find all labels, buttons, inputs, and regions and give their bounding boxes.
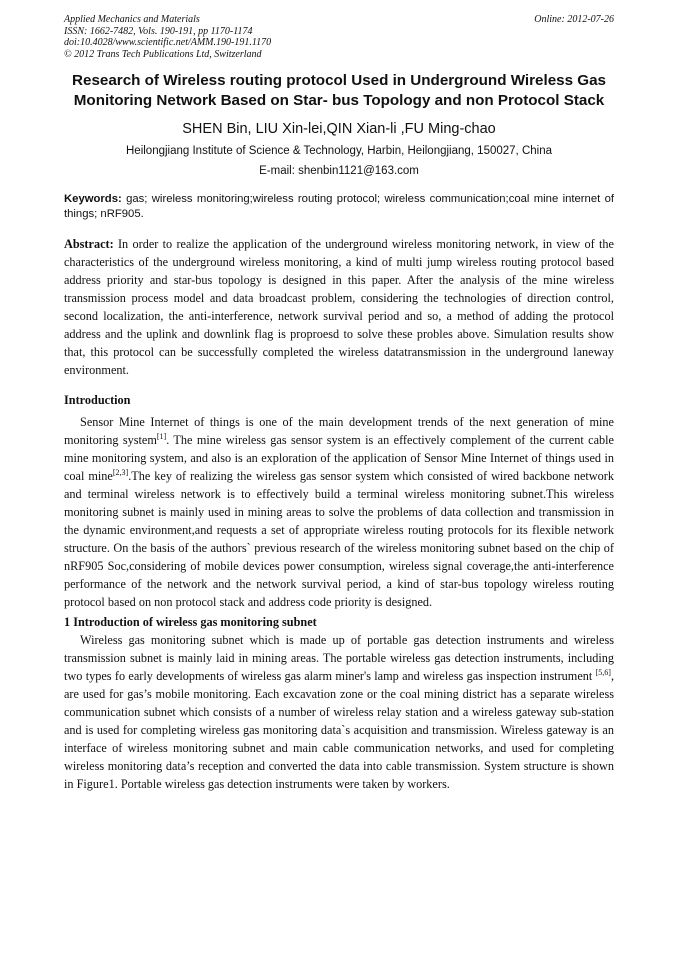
online-date: Online: 2012-07-26 <box>534 14 614 25</box>
email: E-mail: shenbin1121@163.com <box>259 165 419 177</box>
section1-text-1: Wireless gas monitoring subnet which is made up of portable gas detection instruments and wireless transmission subnet is mainly laid in mining areas. The portable wireless gas detection instruments, including two types fo early developments of wireless gas alarm miner's lamp and wireless gas inspection instrument <box>64 633 614 683</box>
abstract-text: In order to realize the application of the underground wireless monitoring network, in view of the characteristics of the underground wireless monitoring, a kind of multi jump wireless routing protocol based address priority and star-bus topology is designed in this paper. After the analysis of the mine wireless transmission process model and data broadcast problem, considering the technologies of direction control, second localization, the anti-interference, network survival period and so, a method of adding the protocol address and the uplink and downlink flag is proproesd to solve these probles above. Simulation results show that, this protocol can be successfully completed the wireless datatransmission in the underground laneway environment. <box>64 237 614 377</box>
citation-1: [1] <box>156 431 167 441</box>
section1-paragraph <box>64 631 614 793</box>
copyright-line: © 2012 Trans Tech Publications Ltd, Switzerland <box>64 48 262 60</box>
paper-page <box>64 14 614 793</box>
section1-text-2: , are used for gas’s mobile monitoring. Each excavation zone or the coal mining district has a separate wireless communication subnet which consists of a number of wireless relay station and a wireless gateway sub-station and is used for completing wireless gas monitoring data`s acquisition and transmission. Wireless gateway is an interface of wireless monitoring subnet and main cable communication networks, and used for completing wireless monitoring data’s reception and converted the data into cable transmission. System structure is shown in Figure1. Portable wireless gas detection instruments were taken by workers. <box>64 669 614 791</box>
journal-name: Applied Mechanics and Materials <box>64 14 200 25</box>
introduction-heading: Introduction <box>64 393 131 407</box>
keywords-text: gas; wireless monitoring;wireless routing protocol; wireless communication;coal mine internet of things; nRF905. <box>64 193 614 220</box>
section1-heading: 1 Introduction of wireless gas monitoring subnet <box>64 615 317 629</box>
paper-title: Research of Wireless routing protocol Used in Underground Wireless Gas Monitoring Network Based on Star- bus Topology and non Protocol Stack <box>72 72 606 109</box>
keywords <box>64 192 614 222</box>
intro-text-3: .The key of realizing the wireless gas sensor system which consisted of wired backbone network and terminal wireless network is to effectively build a terminal wireless monitoring subnet.This wireless monitoring subnet is mainly used in mining areas to solve the problems of data collection and transmission in the dynamic environment,and requests a set of appropriate wireless routing protocols for its flexible network structure. On the basis of the authors` previous research of the wireless monitoring subnet based on the chip of nRF905 Soc,considering of mobile devices power consumption, wireless signal coverage,the anti-interference performance of the network and the network survival period, a kind of star-bus topology wireless routing protocol based on non protocol stack and address code priority is designed. <box>64 469 614 609</box>
issn-line: ISSN: 1662-7482, Vols. 190-191, pp 1170-1174 <box>64 25 253 37</box>
intro-text-1: Sensor Mine Internet of things is one of the main development trends of the next generation of mine monitoring system <box>64 415 614 447</box>
citation-5-6: [5,6] <box>595 667 611 677</box>
abstract-label: Abstract: <box>64 237 114 251</box>
authors: SHEN Bin, LIU Xin-lei,QIN Xian-li ,FU Ming-chao <box>182 121 496 137</box>
citation-2-3: [2,3] <box>112 467 129 477</box>
introduction-paragraph <box>64 413 614 611</box>
abstract <box>64 235 614 379</box>
doi-line: doi:10.4028/www.scientific.net/AMM.190-191.1170 <box>64 37 272 48</box>
journal-header <box>64 14 614 60</box>
intro-text-2: . The mine wireless gas sensor system is an effectively complement of the current cable mine monitoring system, and also is an exploration of the application of Sensor Mine Internet of things used in coal mine <box>64 433 614 483</box>
keywords-label: Keywords: <box>64 193 122 205</box>
affiliation: Heilongjiang Institute of Science & Technology, Harbin, Heilongjiang, 150027, China <box>126 145 552 157</box>
